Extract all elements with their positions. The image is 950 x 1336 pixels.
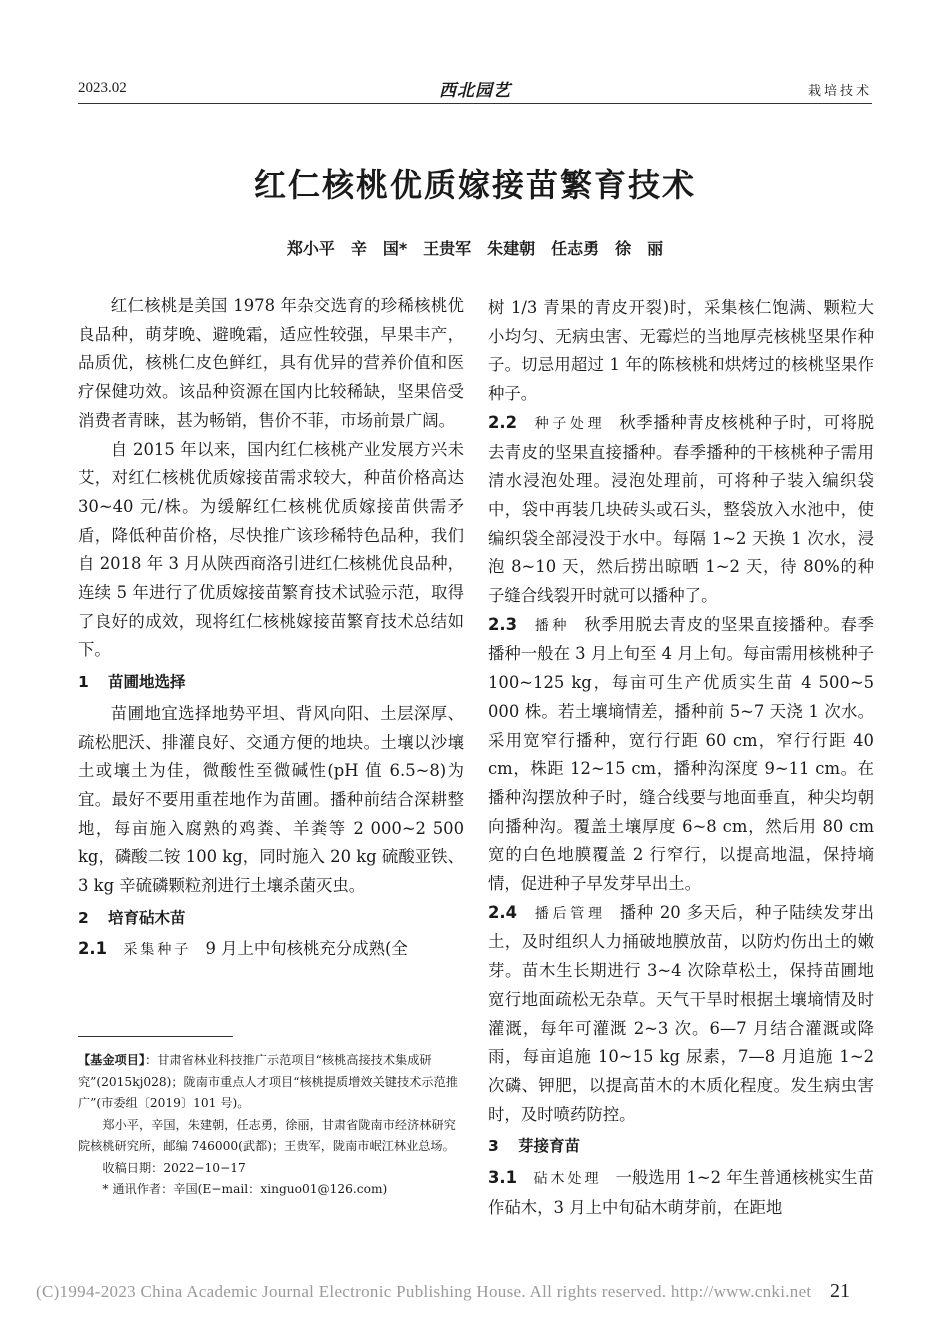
section-label: 栽培技术 <box>807 84 872 99</box>
fund-note: 【基金项目】：甘肃省林业科技推广示范项目“核桃高接技术集成研究”(2015kj028)；陇南市重点人才项目“核桃提质增效关键技术示范推广”(市委组〔2019〕101 号)。 <box>78 1053 458 1110</box>
paragraph: 红仁核桃是美国 1978 年杂交选育的珍稀核桃优良品种，萌芽晚、避晚霜，适应性较强，早果丰产，品质优，核桃仁皮色鲜红，具有优异的营养价值和医疗保健功效。该品种资源在国内比较稀缺，坚果倍受消费者青睐，甚为畅销，售价不菲，市场前景广阔。 <box>78 296 464 430</box>
subsection: 2.4 播后管理 播种 20 多天后，种子陆续发芽出土，及时组织人力捅破地膜放苗，以防灼伤出土的嫩芽。苗木生长期进行 3~4 次除草松土，保持苗圃地宽行地面疏松无杂草。天气干旱时根据土壤墒情及时灌溉，每年可灌溉 2~3 次。6—7 月结合灌溉或降雨，每亩追施 10~15 kg 尿素，7—8 月追施 1~2 次磷、钾肥，以提高苗木的木质化程度。发生病虫害时，及时喷药防控。 <box>488 902 874 1124</box>
footnotes <box>78 1050 464 1201</box>
subsection: 2.3 播种 秋季用脱去青皮的坚果直接播种。春季播种一般在 3 月上旬至 4 月上旬。每亩需用核桃种子 100~125 kg，每亩可生产优质实生苗 4 500~5 000 株。若土壤墒情差，播种前 5~7 天浇 1 次水。采用宽窄行播种，宽行行距 60 cm，窄行行距 40 cm，株距 12~15 cm，播种沟深度 9~11 cm。在播种沟摆放种子时，缝合线要与地面垂直，种尖均朝向播种沟。覆盖土壤厚度 6~8 cm，然后用 80 cm 宽的白色地膜覆盖 2 行窄行，以提高地温，保持墒情，促进种子早发芽早出土。 <box>488 614 875 894</box>
right-column <box>488 294 874 1223</box>
footnote-divider <box>78 1036 233 1037</box>
paragraph: 树 1/3 青果的青皮开裂)时，采集核仁饱满、颗粒大小均匀、无病虫害、无霉烂的当地厚壳核桃坚果作种子。切忌用超过 1 年的陈核桃和烘烤过的核桃坚果作种子。 <box>488 298 874 404</box>
left-column <box>78 292 464 965</box>
section-heading: 2 培育砧木苗 <box>78 908 186 927</box>
issue-date: 2023.02 <box>78 80 127 96</box>
copyright-notice: (C)1994-2023 China Academic Journal Electronic Publishing House. All rights reserved. http://www.cnki.net <box>36 1282 812 1301</box>
corresponding-author: * 通讯作者：辛国(E−mail：xinguo01@126.com) <box>102 1182 388 1196</box>
subsection: 2.2 种子处理 秋季播种青皮核桃种子时，可将脱去青皮的坚果直接播种。春季播种的干核桃种子需用清水浸泡处理。浸泡处理前，可将种子装入编织袋中，袋中再装几块砖头或石头，整袋放入水池中，使编织袋全部浸没于水中。每隔 1~2 天换 1 次水，浸泡 8~10 天，然后捞出晾晒 1~2 天，待 80%的种子缝合线裂开时就可以播种了。 <box>488 412 875 606</box>
header-divider <box>78 103 872 104</box>
article-title: 红仁核桃优质嫁接苗繁育技术 <box>253 166 696 204</box>
section-heading: 3 芽接育苗 <box>488 1137 581 1156</box>
journal-logo: 西北园艺 <box>439 81 511 101</box>
page-header <box>78 76 872 102</box>
paragraph: 自 2015 年以来，国内红仁核桃产业发展方兴未艾，对红仁核桃优质嫁接苗需求较大，种苗价格高达 30~40 元/株。为缓解红仁核桃优质嫁接苗供需矛盾，降低种苗价格，尽快推广该珍稀特色品种，我们自 2018 年 3 月从陕西商洛引进红仁核桃优良品种，连续 5 年进行了优质嫁接苗繁育技术试验示范，取得了良好的成效，现将红仁核桃嫁接苗繁育技术总结如下。 <box>78 439 464 660</box>
subsection: 2.1 采集种子 9 月上中旬核桃充分成熟(全 <box>78 939 408 959</box>
author-affiliation: 郑小平，辛国，朱建朝，任志勇，徐丽，甘肃省陇南市经济林研究院核桃研究所，邮编 746000(武都)；王贵军，陇南市岷江林业总场。 <box>78 1117 456 1153</box>
author-list: 郑小平 辛 国* 王贵军 朱建朝 任志勇 徐 丽 <box>286 239 664 258</box>
received-date: 收稿日期：2022−10−17 <box>102 1160 246 1175</box>
page-number: 21 <box>830 1280 850 1302</box>
paragraph: 苗圃地宜选择地势平坦、背风向阳、土层深厚、疏松肥沃、排灌良好、交通方便的地块。土壤以沙壤土或壤土为佳，微酸性至微碱性(pH 值 6.5~8)为宜。最好不要用重茬地作为苗圃。播种前结合深耕整地，每亩施入腐熟的鸡粪、羊粪等 2 000~2 500 kg，磷酸二铵 100 kg，同时施入 20 kg 硫酸亚铁、3 kg 辛硫磷颗粒剂进行土壤杀菌灭虫。 <box>78 703 464 896</box>
section-heading: 1 苗圃地选择 <box>78 673 186 692</box>
subsection: 3.1 砧木处理 一般选用 1~2 年生普通核桃实生苗作砧木，3 月上中旬砧木萌芽前，在距地 <box>488 1168 874 1217</box>
